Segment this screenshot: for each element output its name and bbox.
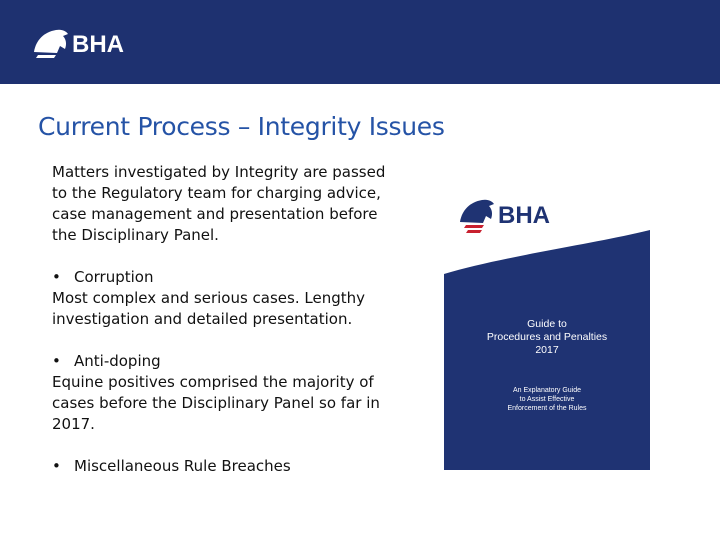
cover-logo-text: BHA [498,202,550,229]
cover-bha-logo [458,192,570,236]
cover-subtitle-line: Enforcement of the Rules [507,405,587,412]
cover-title-line: Guide to [527,318,567,330]
bha-logo [32,22,142,62]
horse-head-icon [34,30,68,58]
guide-book-cover [444,178,650,470]
section-corruption [52,267,392,330]
slide-title: Current Process – Integrity Issues [38,112,445,141]
cover-subtitle-line: An Explanatory Guide [512,387,582,394]
header-logo-text: BHA [72,31,124,58]
section-heading: Anti-doping [74,352,161,370]
section-misc-breaches [52,456,392,477]
section-heading: Corruption [74,268,154,286]
bullet-glyph: • [52,352,61,370]
section-body: Equine positives comprised the majority of cases before the Disciplinary Panel so far in 2017. [52,373,380,433]
bullet-glyph: • [52,268,61,286]
cover-title-line: Procedures and Penalties [486,331,608,343]
cover-subtitle [444,386,650,413]
bullet-glyph: • [52,457,61,475]
slide-body [52,162,392,498]
intro-text: Matters investigated by Integrity are passed to the Regulatory team for charging advice, case management and presentation before the Disciplinary Panel. [52,163,386,244]
cover-title-line: 2017 [535,344,559,356]
section-body: Most complex and serious cases. Lengthy investigation and detailed presentation. [52,289,366,328]
section-anti-doping [52,351,392,435]
cover-title [444,318,650,357]
section-heading: Miscellaneous Rule Breaches [74,457,291,475]
cover-subtitle-line: to Assist Effective [519,396,575,403]
horse-head-icon [460,200,494,233]
header-banner [0,0,720,84]
